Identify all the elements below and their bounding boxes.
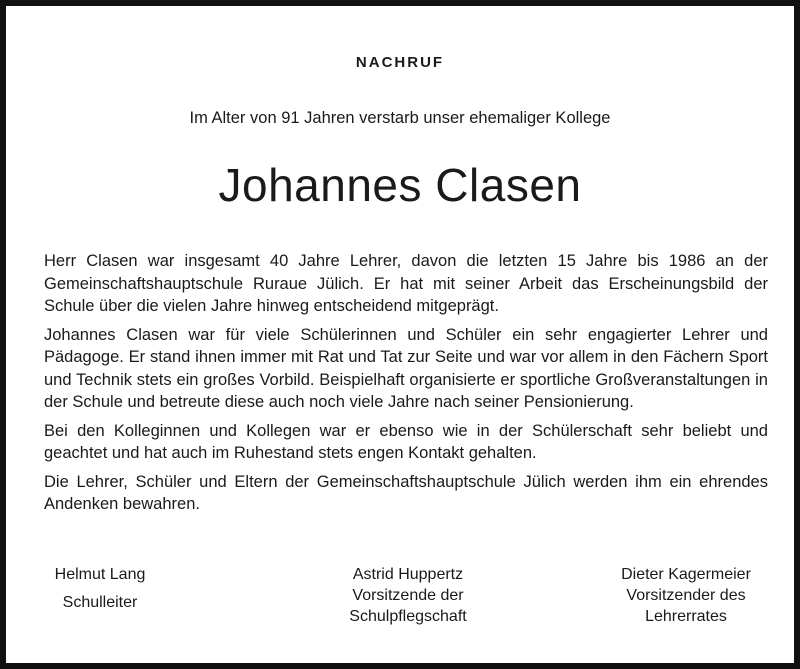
- signatory-role: Schulpflegschaft: [349, 608, 467, 625]
- signatory-role: Vorsitzender des: [626, 587, 746, 604]
- paragraph: Herr Clasen war insgesamt 40 Jahre Lehrer, davon die letzten 15 Jahre bis 1986 an der Gemeinschaftshauptschule Ruraue Jülich. Er hat mit seiner Arbeit das Erscheinungsbild der Schule über die vielen Jahre hinweg entscheidend mitgeprägt.: [44, 252, 768, 315]
- signatory-middle: [318, 564, 498, 627]
- signatory-right: [598, 564, 774, 627]
- deceased-name: Johannes Clasen: [218, 159, 582, 211]
- obituary-body: [44, 250, 768, 522]
- signatory-role: Vorsitzende der: [352, 587, 464, 604]
- signatory-name: Helmut Lang: [54, 566, 146, 583]
- signatory-left: [44, 564, 156, 613]
- paragraph: Die Lehrer, Schüler und Eltern der Gemeinschaftshauptschule Jülich werden ihm ein ehrendes Andenken bewahren.: [44, 472, 768, 513]
- signatory-role: Lehrerrates: [645, 608, 727, 625]
- paragraph: Johannes Clasen war für viele Schülerinnen und Schüler ein sehr engagierter Lehrer und Pädagoge. Er stand ihnen immer mit Rat und Tat zur Seite und war vor allem in den Fächern Sport und Technik stets ein großes Vorbild. Beispielhaft organisierte er sportliche Großveranstaltungen in der Schule und betreute diese auch noch viele Jahre nach seiner Pensionierung.: [44, 325, 768, 411]
- signatory-name: Astrid Huppertz: [352, 566, 464, 583]
- signatory-role: Schulleiter: [62, 594, 138, 611]
- paragraph: Bei den Kolleginnen und Kollegen war er ebenso wie in der Schülerschaft sehr beliebt und geachtet und hat auch im Ruhestand stets engen Kontakt gehalten.: [44, 421, 768, 462]
- notice-header: NACHRUF: [355, 54, 445, 71]
- intro-line: Im Alter von 91 Jahren verstarb unser ehemaliger Kollege: [189, 109, 611, 127]
- signatory-name: Dieter Kagermeier: [621, 566, 751, 583]
